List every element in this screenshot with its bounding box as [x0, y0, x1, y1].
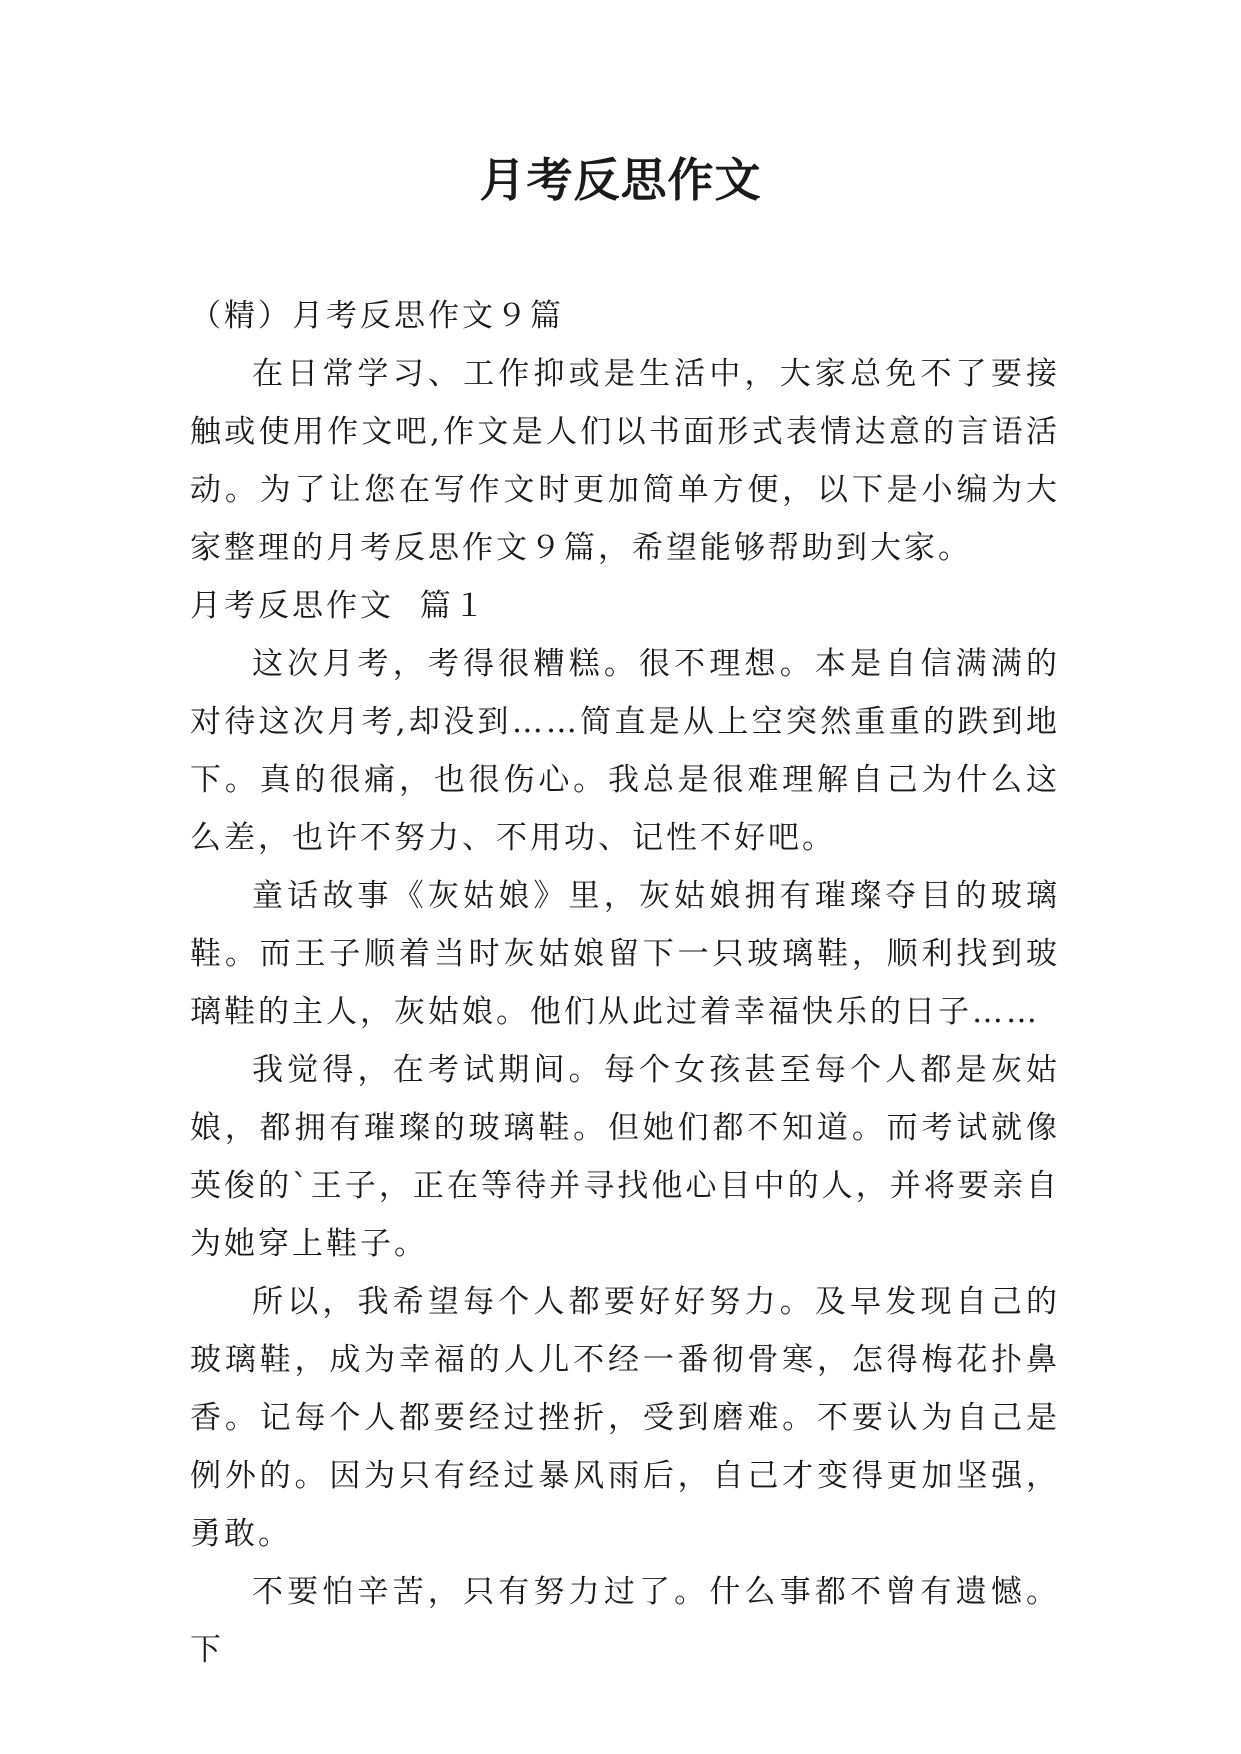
document-subtitle: （精）月考反思作文９篇 — [190, 298, 564, 334]
body-paragraph-5: 不要怕辛苦，只有努力过了。什么事都不曾有遗憾。下 — [190, 1574, 1060, 1668]
body-paragraph-3: 我觉得，在考试期间。每个女孩甚至每个人都是灰姑娘，都拥有璀璨的玻璃鞋。但她们都不知道。而考试就像英俊的`王子，正在等待并寻找他心目中的人，并将要亲自为她穿上鞋子。 — [190, 1052, 1060, 1262]
body-paragraph-2: 童话故事《灰姑娘》里，灰姑娘拥有璀璨夺目的玻璃鞋。而王子顺着当时灰姑娘留下一只玻璃鞋，顺利找到玻璃鞋的主人，灰姑娘。他们从此过着幸福快乐的日子…… — [190, 878, 1060, 1030]
document-title: 月考反思作文 — [479, 153, 762, 207]
section-heading: 月考反思作文 篇１ — [190, 588, 488, 624]
body-paragraph-4: 所以，我希望每个人都要好好努力。及早发现自己的玻璃鞋，成为幸福的人儿不经一番彻骨寒，怎得梅花扑鼻香。记每个人都要经过挫折，受到磨难。不要认为自己是例外的。因为只有经过暴风雨后，自己才变得更加坚强，勇敢。 — [190, 1284, 1060, 1552]
body-paragraph-1: 这次月考，考得很糟糕。很不理想。本是自信满满的对待这次月考,却没到……简直是从上空突然重重的跌到地下。真的很痛，也很伤心。我总是很难理解自己为什么这么差，也许不努力、不用功、记性不好吧。 — [190, 646, 1060, 856]
document-body — [190, 287, 1060, 1679]
intro-paragraph: 在日常学习、工作抑或是生活中，大家总免不了要接触或使用作文吧,作文是人们以书面形式表情达意的言语活动。为了让您在写作文时更加简单方便，以下是小编为大家整理的月考反思作文９篇，希望能够帮助到大家。 — [190, 356, 1060, 566]
